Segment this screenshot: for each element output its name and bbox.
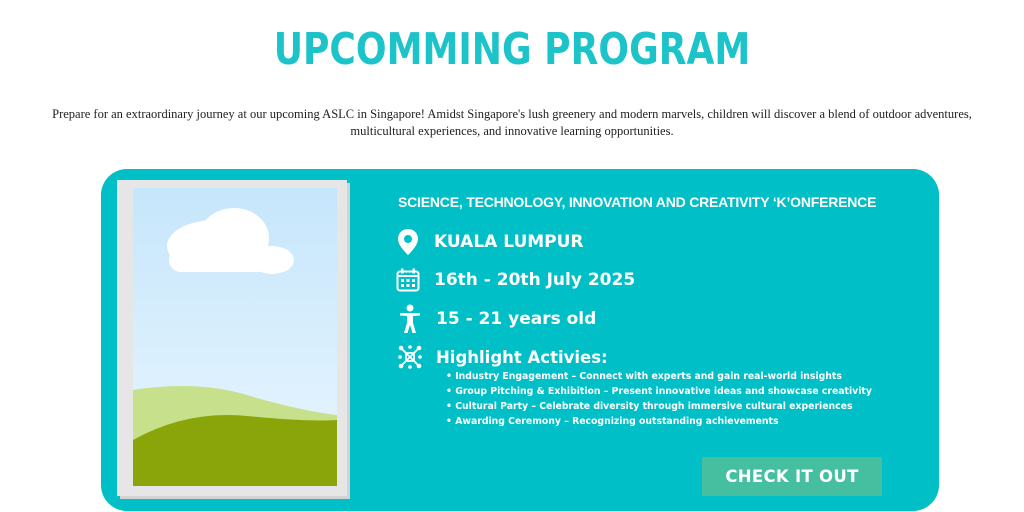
image-placeholder — [117, 180, 347, 496]
program-title: SCIENCE, TECHNOLOGY, INNOVATION AND CREATIVITY ‘K’ONFERENCE — [398, 194, 877, 210]
list-item: • Cultural Party – Celebrate diversity through immersive cultural experiences — [446, 399, 872, 414]
network-icon — [398, 344, 422, 370]
page-title: UPCOMMING PROGRAM — [273, 24, 751, 75]
highlights-row — [398, 344, 608, 370]
highlights-title: Highlight Activies: — [436, 347, 608, 367]
list-item: • Industry Engagement – Connect with experts and gain real-world insights — [446, 369, 872, 384]
landscape-illustration — [117, 180, 347, 496]
date-text: 16th - 20th July 2025 — [434, 270, 636, 290]
date-row — [396, 267, 635, 293]
intro-text: Prepare for an extraordinary journey at our upcoming ASLC in Singapore! Amidst Singapore's lush greenery and modern marvels, children will discover a blend of outdoor adventures, multicultural experiences, and innovative learning opportunities. — [52, 107, 972, 138]
location-pin-icon — [396, 229, 420, 255]
location-text: KUALA LUMPUR — [434, 232, 584, 252]
age-text: 15 - 21 years old — [436, 309, 597, 329]
check-it-out-button[interactable]: CHECK IT OUT — [702, 457, 882, 496]
location-row — [396, 229, 584, 255]
person-icon — [398, 306, 422, 332]
calendar-icon — [396, 267, 420, 293]
age-row — [398, 306, 596, 332]
highlights-list — [446, 369, 872, 429]
list-item: • Group Pitching & Exhibition – Present innovative ideas and showcase creativity — [446, 384, 872, 399]
list-item: • Awarding Ceremony – Recognizing outstanding achievements — [446, 414, 872, 429]
